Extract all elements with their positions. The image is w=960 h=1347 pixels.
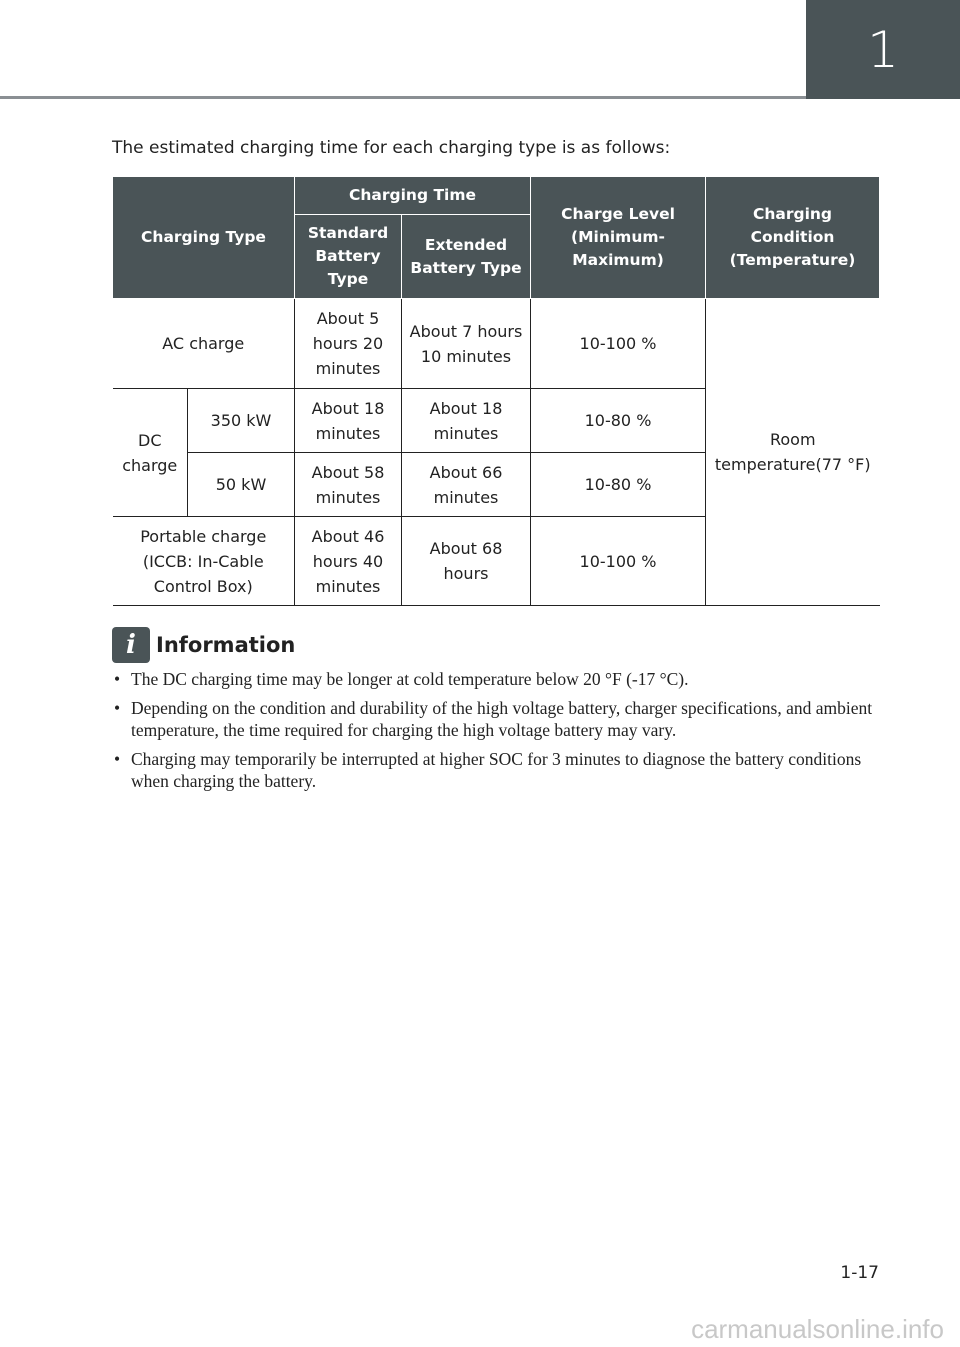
cell-ac-standard: About 5 hours 20 minutes [295, 299, 402, 389]
cell-ac-level: 10-100 % [531, 299, 706, 389]
cell-dc50-standard: About 58 minutes [295, 453, 402, 517]
information-list [112, 668, 880, 799]
list-item: • Charging may temporarily be interrupted at higher SOC for 3 minutes to diagnose the battery conditions when charging the battery. [112, 748, 880, 792]
list-item: • The DC charging time may be longer at cold temperature below 20 °F (-17 °C). [112, 668, 880, 690]
page-number: 1-17 [840, 1263, 879, 1283]
cell-portable-type: Portable charge (ICCB: In-Cable Control Box) [113, 517, 295, 606]
watermark: carmanualsonline.info [691, 1314, 944, 1344]
header-charging-type: Charging Type [113, 177, 295, 299]
cell-portable-level: 10-100 % [531, 517, 706, 606]
header-standard-battery: Standard Battery Type [295, 215, 402, 299]
header-charging-condition: Charging Condition (Temperature) [706, 177, 880, 299]
cell-charging-condition: Room temperature(77 °F) [706, 299, 880, 606]
cell-dc-label: DC charge [113, 389, 188, 517]
header-charge-level: Charge Level (Minimum-Maximum) [531, 177, 706, 299]
chapter-number: 1 [867, 20, 899, 79]
cell-dc350-extended: About 18 minutes [402, 389, 531, 453]
header-charging-time: Charging Time [295, 177, 531, 215]
chapter-tab [806, 0, 960, 99]
cell-portable-standard: About 46 hours 40 minutes [295, 517, 402, 606]
cell-ac-extended: About 7 hours 10 minutes [402, 299, 531, 389]
list-item: • Depending on the condition and durability of the high voltage battery, charger specifications, and ambient temperature, the time required for charging the high voltage battery may vary. [112, 697, 880, 741]
intro-text: The estimated charging time for each charging type is as follows: [112, 138, 671, 158]
table-row [113, 299, 880, 389]
cell-dc50-extended: About 66 minutes [402, 453, 531, 517]
cell-dc350-level: 10-80 % [531, 389, 706, 453]
cell-dc50-power: 50 kW [188, 453, 295, 517]
cell-portable-extended: About 68 hours [402, 517, 531, 606]
information-title: Information [156, 633, 296, 657]
header-extended-battery: Extended Battery Type [402, 215, 531, 299]
information-heading [112, 627, 295, 663]
cell-dc50-level: 10-80 % [531, 453, 706, 517]
cell-ac-type: AC charge [113, 299, 295, 389]
charging-time-table [112, 176, 880, 606]
cell-dc350-power: 350 kW [188, 389, 295, 453]
cell-dc350-standard: About 18 minutes [295, 389, 402, 453]
header-rule [0, 96, 806, 99]
info-icon: i [112, 627, 150, 663]
